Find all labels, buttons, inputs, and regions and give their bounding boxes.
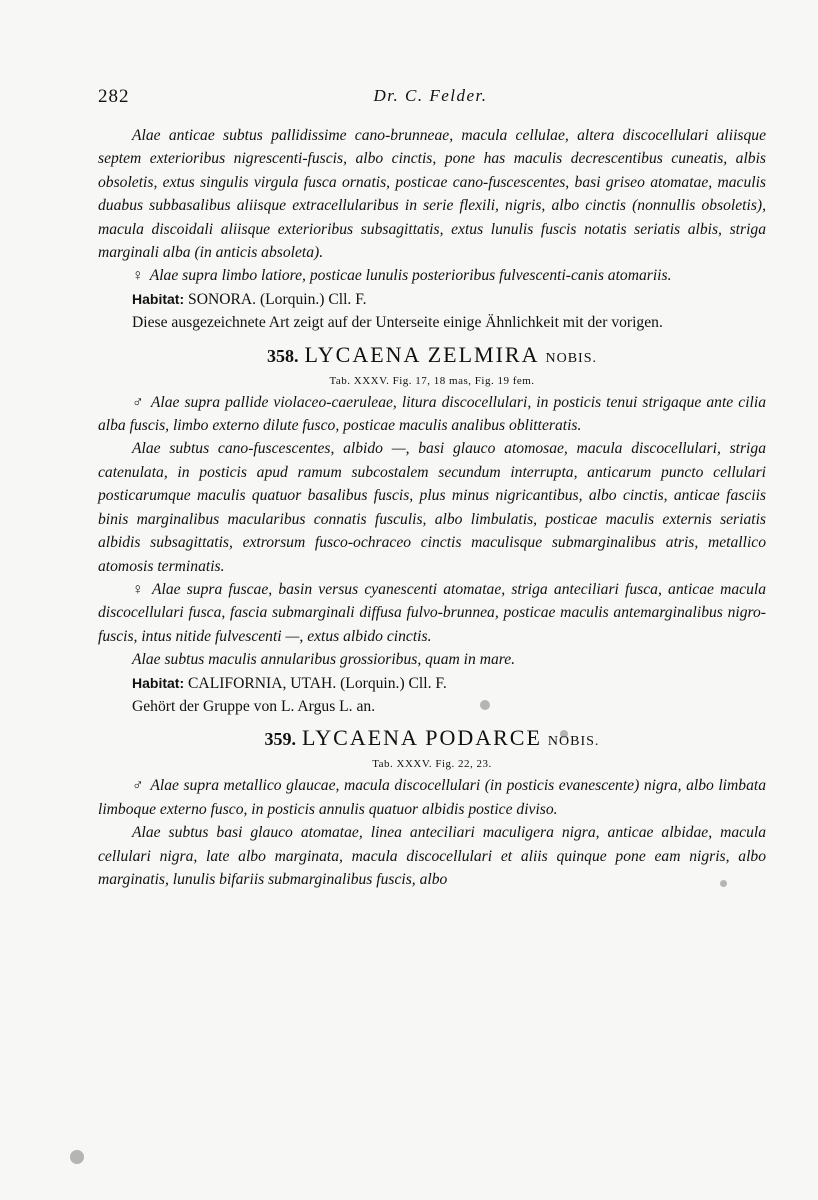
habitat-line [98,672,766,695]
paragraph-text: Alae anticae subtus pallidissime cano-brunneae, macula cellulae, altera discocellulari aliisque septem exterioribus nigrescenti-fuscis, albo cinctis, pone has maculis decrescentibus cuneatis, albis obsoletis, extus singulis virgula fusca ornatis, posticae cano-fuscescentes, basi griseo atomatae, maculis duabus subbasalibus aliisque extracellularibus in serie flexili, nigris, albo cinctis (nonnullis obsoletis), macula discoidali aliisque exterioribus subsagittatis, extus lunulis fuscis notatis seriatis albis, striga marginali alba (in anticis absoleta). [98,127,766,262]
paragraph [98,695,766,718]
paragraph-text: Alae supra metallico glaucae, macula discocellulari (in posticis evanescente) nigra, albo limbata limboque externo fusco, in posticis annulis quatuor albidis postice diviso. [98,777,766,818]
species-number: 359. [264,729,297,750]
species-name: LYCAENA ZELMIRA [304,341,540,367]
paragraph [98,774,766,821]
habitat-text: CALIFORNIA, UTAH. (Lorquin.) Cll. F. [188,674,447,692]
species-number: 358. [267,345,299,366]
paragraph [98,578,766,648]
paragraph-text: Diese ausgezeichnete Art zeigt auf der Unterseite einige Ähnlichkeit mit der vorigen. [132,314,663,332]
paragraph-text: Alae subtus basi glauco atomatae, linea anteciliari maculigera nigra, anticae albidae, macula cellulari nigra, late albo marginata, macula discocellulari et aliis quinque pone eam nigris, albo marginatis, lunulis bifariis submarginalibus fuscis, albo [98,824,766,888]
paragraph-text: Alae supra fuscae, basin versus cyanescenti atomatae, striga anteciliari fusca, anticae macula discocellulari fusca, fascia submarginali diffusa fulvo-brunnea, posticae maculis antemarginalibus nigro-fuscis, intus nitide fulvescenti —, extus albido cinctis. [98,580,767,645]
page-number: 282 [98,86,130,107]
species-author: NOBIS. [547,734,600,750]
paragraph-text: Gehört der Gruppe von L. Argus L. an. [132,697,376,715]
species-heading [98,341,766,373]
paragraph-text: Alae subtus maculis annularibus grossioribus, quam in mare. [132,651,516,669]
paragraph [98,124,766,264]
sex-symbol: ♂ [132,393,145,411]
paragraph [98,648,766,671]
species-author: NOBIS. [545,350,597,366]
habitat-text: SONORA. (Lorquin.) Cll. F. [188,290,367,308]
species-heading [98,724,766,756]
paragraph-text: Alae supra pallide violaceo-caeruleae, litura discocellulari, in posticis tenui strigaque ante cilia alba fuscis, limbo externo dilute fusco, posticae maculis analibus oblitteratis. [98,393,766,435]
species-name: LYCAENA PODARCE [302,725,542,751]
paragraph [98,821,766,891]
sex-symbol: ♂ [132,777,145,795]
paragraph [98,264,766,287]
sex-symbol: ♀ [132,580,146,598]
paragraph-text: Alae subtus cano-fuscescentes, albido —, basi glauco atomosae, macula discocellulari, striga catenulata, in posticis apud ramum subcostalem secundum interrupta, anticarum puncto cellulari posticarumque maculis quatuor basalibus fuscis, plus minus nigricantibus, albo cinctis, anticae fasciis binis marginalibus macularibus connatis fusculis, albo limbulatis, posticae maculis externis seriatis albidis subsagittatis, extrorsum fusco-ochraceo cinctis maculisque submarginalibus atris, metallico atomosis terminatis. [98,440,766,575]
habitat-label: Habitat: [132,290,185,307]
running-head: Dr. C. Felder. [373,86,488,105]
paragraph [98,311,766,334]
paragraph-text: Alae supra limbo latiore, posticae lunulis posterioribus fulvescenti-canis atomariis. [149,267,672,285]
habitat-line [98,288,766,311]
page-header [98,86,763,112]
habitat-label: Habitat: [132,674,185,691]
sex-symbol: ♀ [132,267,144,285]
plate-reference: Tab. XXXV. Fig. 22, 23. [372,758,492,771]
plate-reference: Tab. XXXV. Fig. 17, 18 mas, Fig. 19 fem. [329,374,535,387]
paragraph [98,437,766,577]
page-body [98,124,766,891]
paragraph [98,391,766,438]
